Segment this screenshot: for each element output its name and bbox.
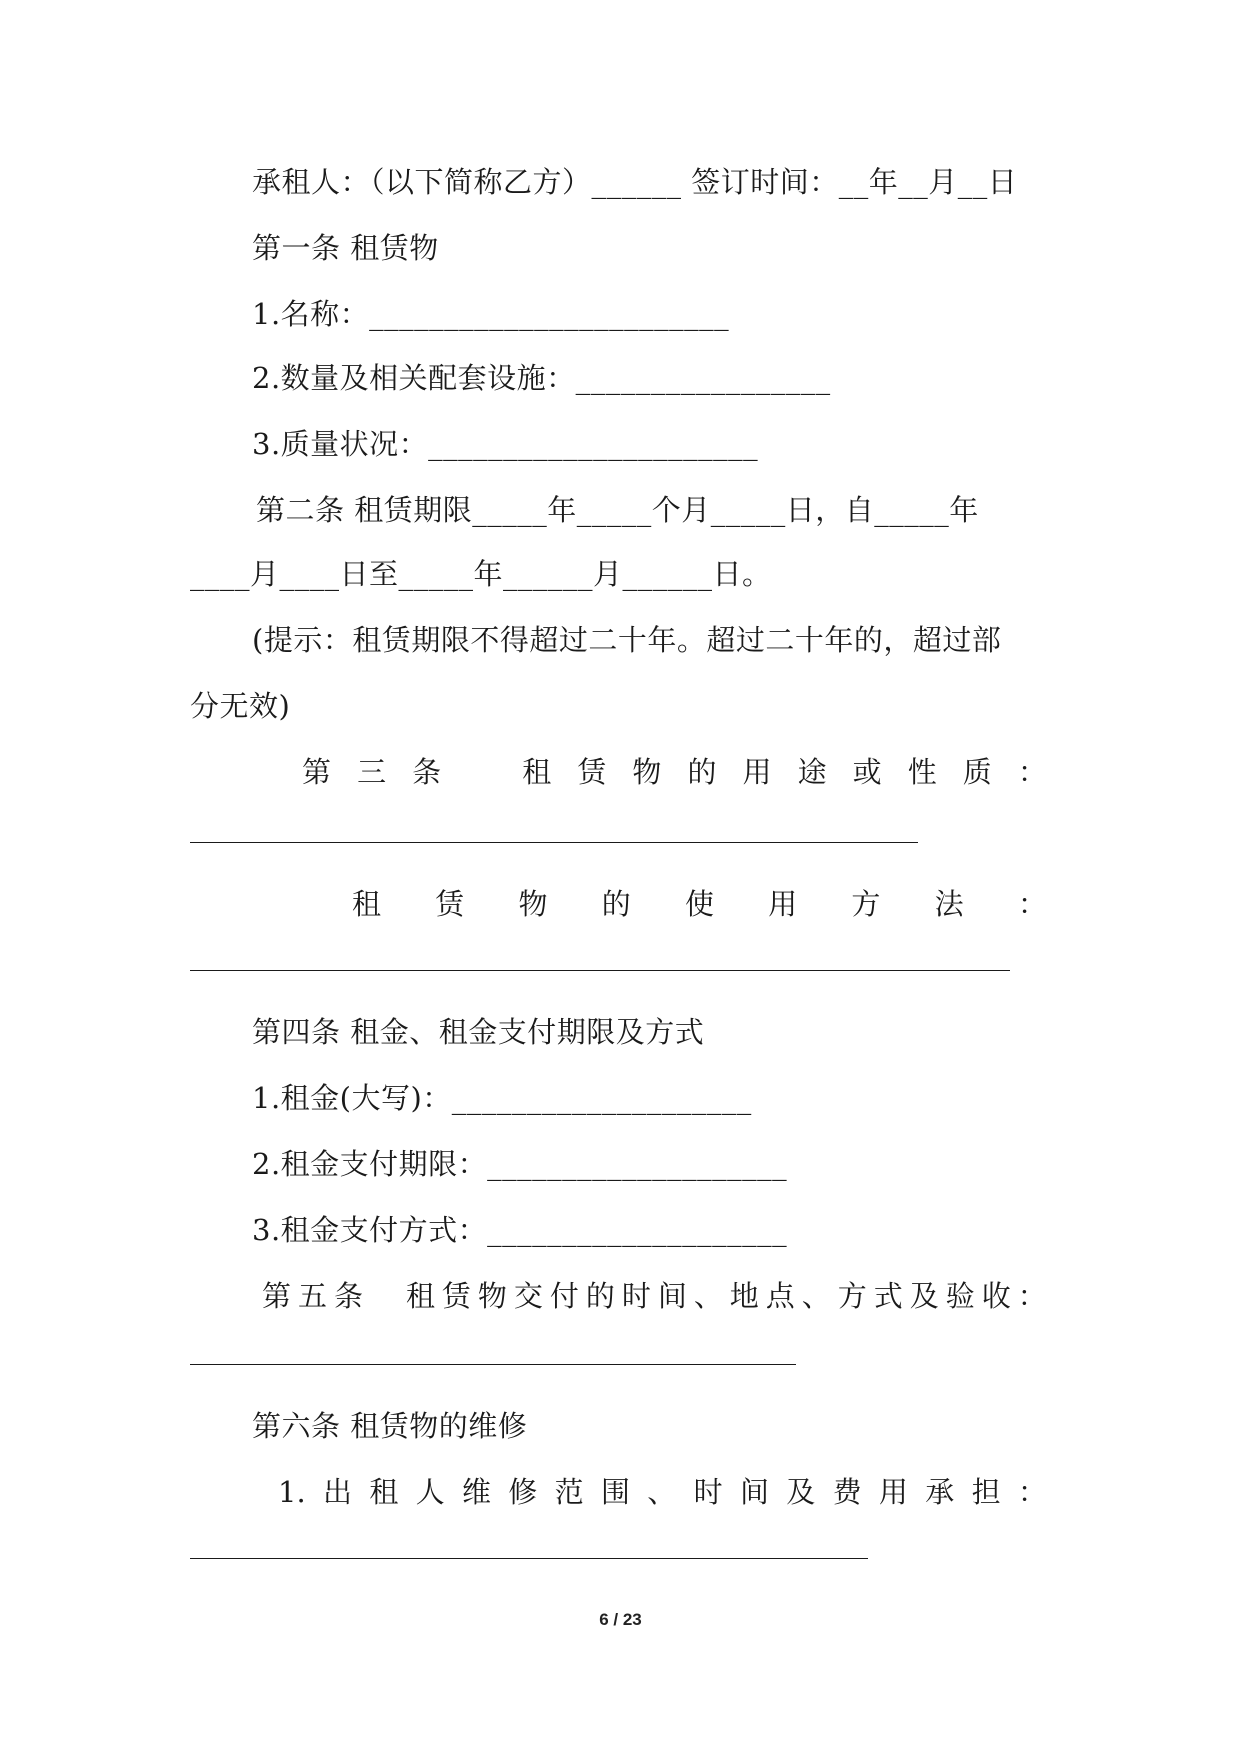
item-quality: 3.质量状况：______________________: [252, 427, 759, 461]
justified-char: 物: [632, 755, 662, 789]
justified-char: [370, 1276, 399, 1316]
justified-char: 第: [262, 1279, 292, 1313]
page-number: 6 / 23: [599, 1610, 642, 1629]
lessor-repair-blank: [190, 1558, 868, 1559]
justified-char: 修: [508, 1475, 538, 1509]
justified-char: 质: [962, 755, 992, 789]
term-note-cont: 分无效): [190, 689, 291, 723]
justified-char: 人: [415, 1475, 445, 1509]
rent-method: 3.租金支付方式：____________________: [252, 1213, 788, 1247]
justified-char: 租: [369, 1475, 399, 1509]
term-note: (提示：租赁期限不得超过二十年。超过二十年的，超过部: [252, 623, 1002, 657]
usage-method: [352, 884, 1047, 924]
article-6-heading: 第六条 租赁物的维修: [252, 1409, 528, 1443]
justified-char: 用: [878, 1475, 908, 1509]
article-4-heading: 第四条 租金、租金支付期限及方式: [252, 1015, 705, 1049]
article-5-delivery: [262, 1276, 1047, 1316]
justified-char: 交: [513, 1279, 543, 1313]
justified-char: 时: [693, 1475, 723, 1509]
justified-char: 或: [852, 755, 882, 789]
justified-char: 租: [352, 887, 382, 921]
justified-char: 间: [657, 1279, 687, 1313]
justified-char: 方: [837, 1279, 867, 1313]
item-quantity: 2.数量及相关配套设施：_________________: [252, 361, 831, 395]
item-name: 1.名称：________________________: [252, 297, 730, 331]
justified-char: 第: [302, 755, 332, 789]
justified-char: 赁: [577, 755, 607, 789]
article-2-dates: ____月____日至_____年______月______日。: [190, 557, 772, 591]
justified-char: 及: [786, 1475, 816, 1509]
justified-char: 性: [907, 755, 937, 789]
justified-char: 的: [585, 1279, 615, 1313]
justified-char: 的: [601, 887, 631, 921]
justified-char: 赁: [441, 1279, 471, 1313]
justified-char: 间: [739, 1475, 769, 1509]
rent-term: 2.租金支付期限：____________________: [252, 1147, 788, 1181]
justified-char: 围: [600, 1475, 630, 1509]
justified-char: 途: [797, 755, 827, 789]
justified-char: 时: [621, 1279, 651, 1313]
justified-char: ：: [1017, 1279, 1047, 1313]
justified-char: 承: [925, 1475, 955, 1509]
justified-char: 验: [945, 1279, 975, 1313]
justified-char: 条: [412, 755, 442, 789]
justified-char: 租: [405, 1279, 435, 1313]
justified-char: 三: [357, 755, 387, 789]
justified-char: 租: [522, 755, 552, 789]
justified-char: 维: [461, 1475, 491, 1509]
justified-char: 及: [909, 1279, 939, 1313]
article-5-blank: [190, 1364, 796, 1365]
justified-char: 使: [684, 887, 714, 921]
justified-char: 式: [873, 1279, 903, 1313]
justified-char: 担: [971, 1475, 1001, 1509]
justified-char: 1.: [278, 1475, 306, 1509]
lessee-line: 承租人：（以下简称乙方）______ 签订时间：__年__月__日: [252, 165, 1018, 199]
justified-char: 物: [518, 887, 548, 921]
justified-char: ：: [1017, 887, 1047, 921]
justified-char: 五: [297, 1279, 327, 1313]
justified-char: 费: [832, 1475, 862, 1509]
article-3-blank: [190, 842, 918, 843]
justified-char: 、: [647, 1475, 677, 1509]
justified-char: 方: [851, 887, 881, 921]
justified-char: 点: [765, 1279, 795, 1313]
justified-char: 范: [554, 1475, 584, 1509]
rent-amount: 1.租金(大写)：____________________: [252, 1081, 752, 1115]
justified-char: 收: [981, 1279, 1011, 1313]
justified-char: 法: [934, 887, 964, 921]
article-2-term: 第二条 租赁期限_____年_____个月_____日，自_____年: [256, 493, 979, 527]
justified-char: 、: [693, 1279, 723, 1313]
lessor-repair: [278, 1472, 1047, 1512]
justified-char: 用: [768, 887, 798, 921]
justified-char: 、: [801, 1279, 831, 1313]
justified-char: [467, 752, 496, 792]
justified-char: ：: [1017, 1475, 1047, 1509]
article-3-use: [302, 752, 1047, 792]
justified-char: 条: [333, 1279, 363, 1313]
justified-char: 地: [729, 1279, 759, 1313]
justified-char: 付: [549, 1279, 579, 1313]
article-1-heading: 第一条 租赁物: [252, 231, 439, 265]
justified-char: 的: [687, 755, 717, 789]
justified-char: 物: [477, 1279, 507, 1313]
justified-char: 用: [742, 755, 772, 789]
justified-char: ：: [1017, 755, 1047, 789]
usage-method-blank: [190, 970, 1010, 971]
justified-char: 赁: [435, 887, 465, 921]
justified-char: 出: [322, 1475, 352, 1509]
